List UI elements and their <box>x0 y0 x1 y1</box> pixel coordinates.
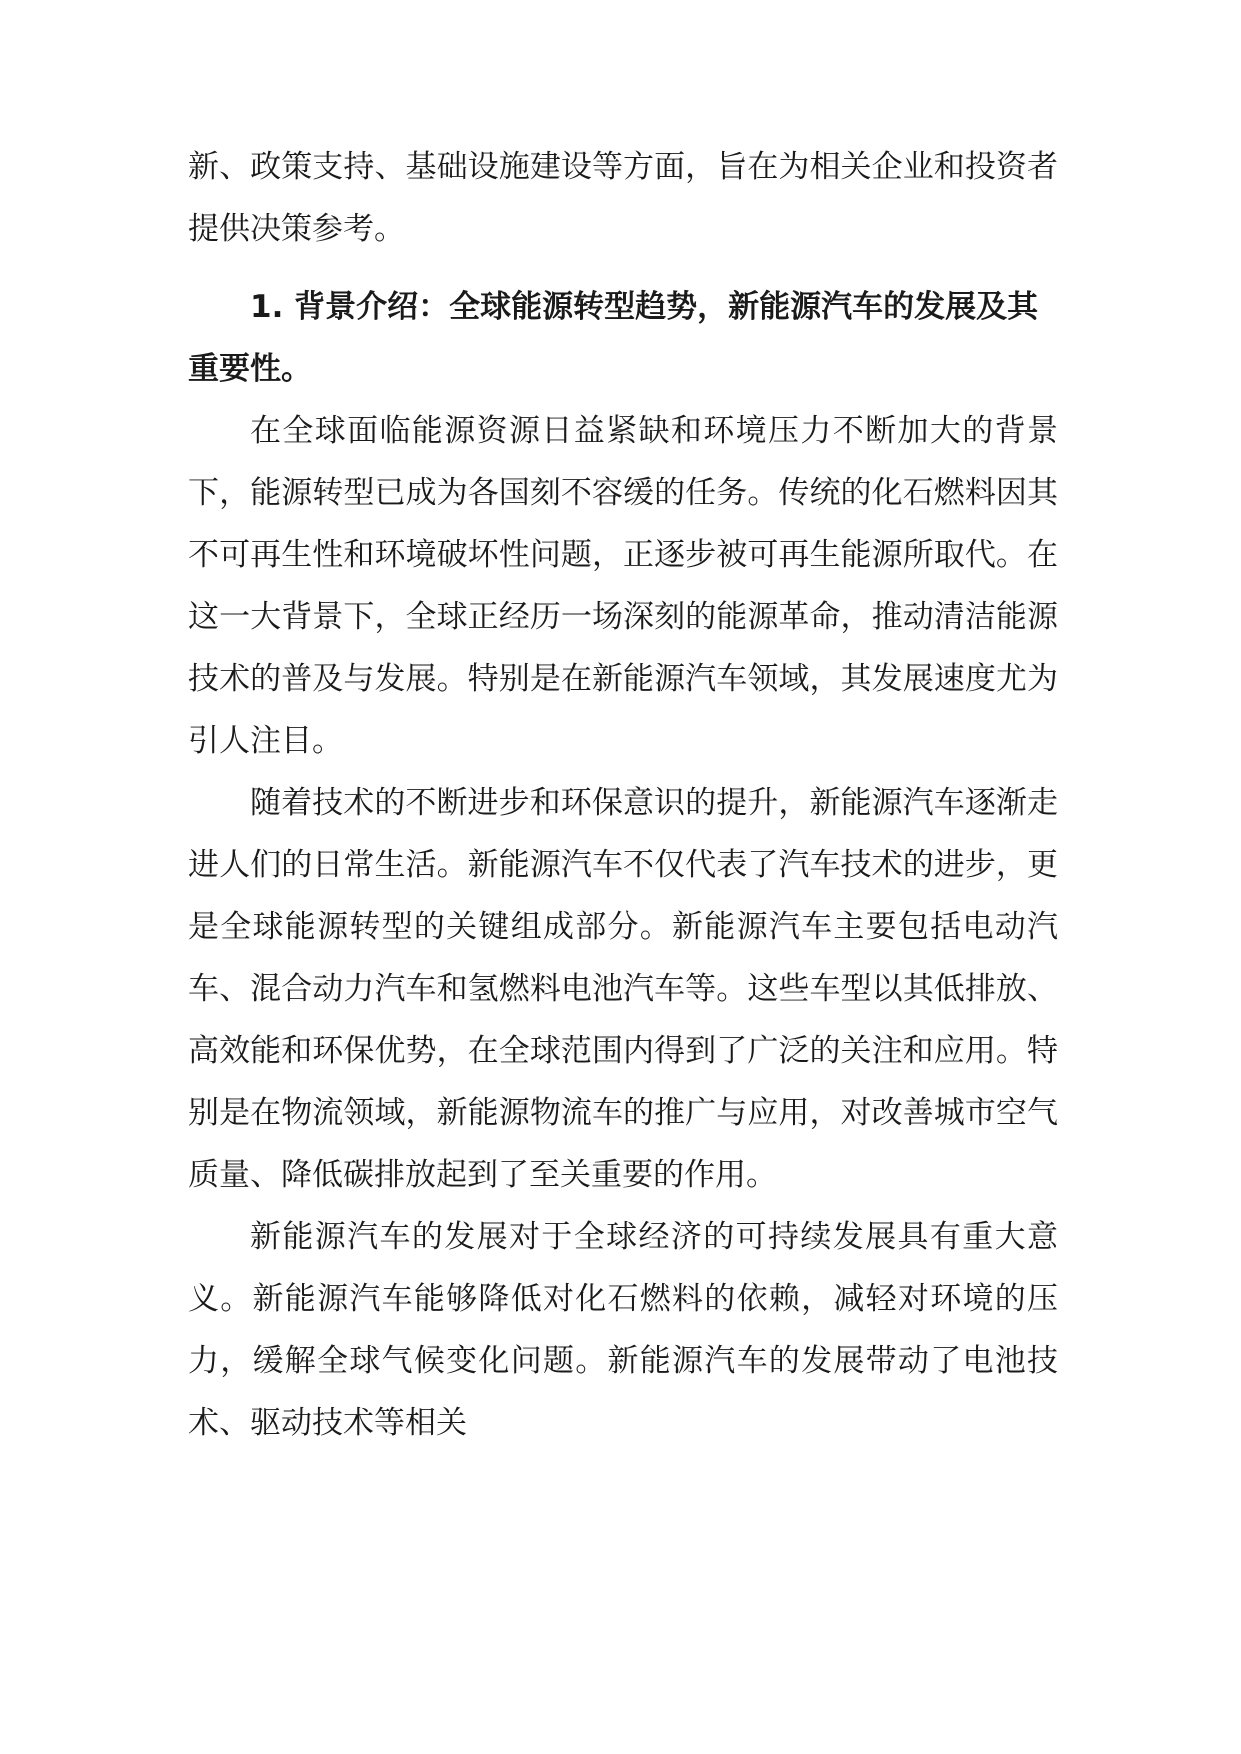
body-paragraph-1: 在全球面临能源资源日益紧缺和环境压力不断加大的背景下，能源转型已成为各国刻不容缓的任务。传统的化石燃料因其不可再生性和环境破坏性问题，正逐步被可再生能源所取代。在这一大背景下，全球正经历一场深刻的能源革命，推动清洁能源技术的普及与发展。特别是在新能源汽车领域，其发展速度尤为引人注目。 <box>188 413 1058 759</box>
document-body <box>188 136 1058 1454</box>
section-heading: 1. 背景介绍：全球能源转型趋势，新能源汽车的发展及其重要性。 <box>188 289 1039 387</box>
continuation-paragraph: 新、政策支持、基础设施建设等方面，旨在为相关企业和投资者提供决策参考。 <box>188 149 1058 247</box>
spacer <box>188 260 1058 276</box>
body-paragraph-3: 新能源汽车的发展对于全球经济的可持续发展具有重大意义。新能源汽车能够降低对化石燃料的依赖，减轻对环境的压力，缓解全球气候变化问题。新能源汽车的发展带动了电池技术、驱动技术等相关 <box>188 1219 1058 1441</box>
body-paragraph-2: 随着技术的不断进步和环保意识的提升，新能源汽车逐渐走进人们的日常生活。新能源汽车不仅代表了汽车技术的进步，更是全球能源转型的关键组成部分。新能源汽车主要包括电动汽车、混合动力汽车和氢燃料电池汽车等。这些车型以其低排放、高效能和环保优势，在全球范围内得到了广泛的关注和应用。特别是在物流领域，新能源物流车的推广与应用，对改善城市空气质量、降低碳排放起到了至关重要的作用。 <box>188 785 1058 1193</box>
